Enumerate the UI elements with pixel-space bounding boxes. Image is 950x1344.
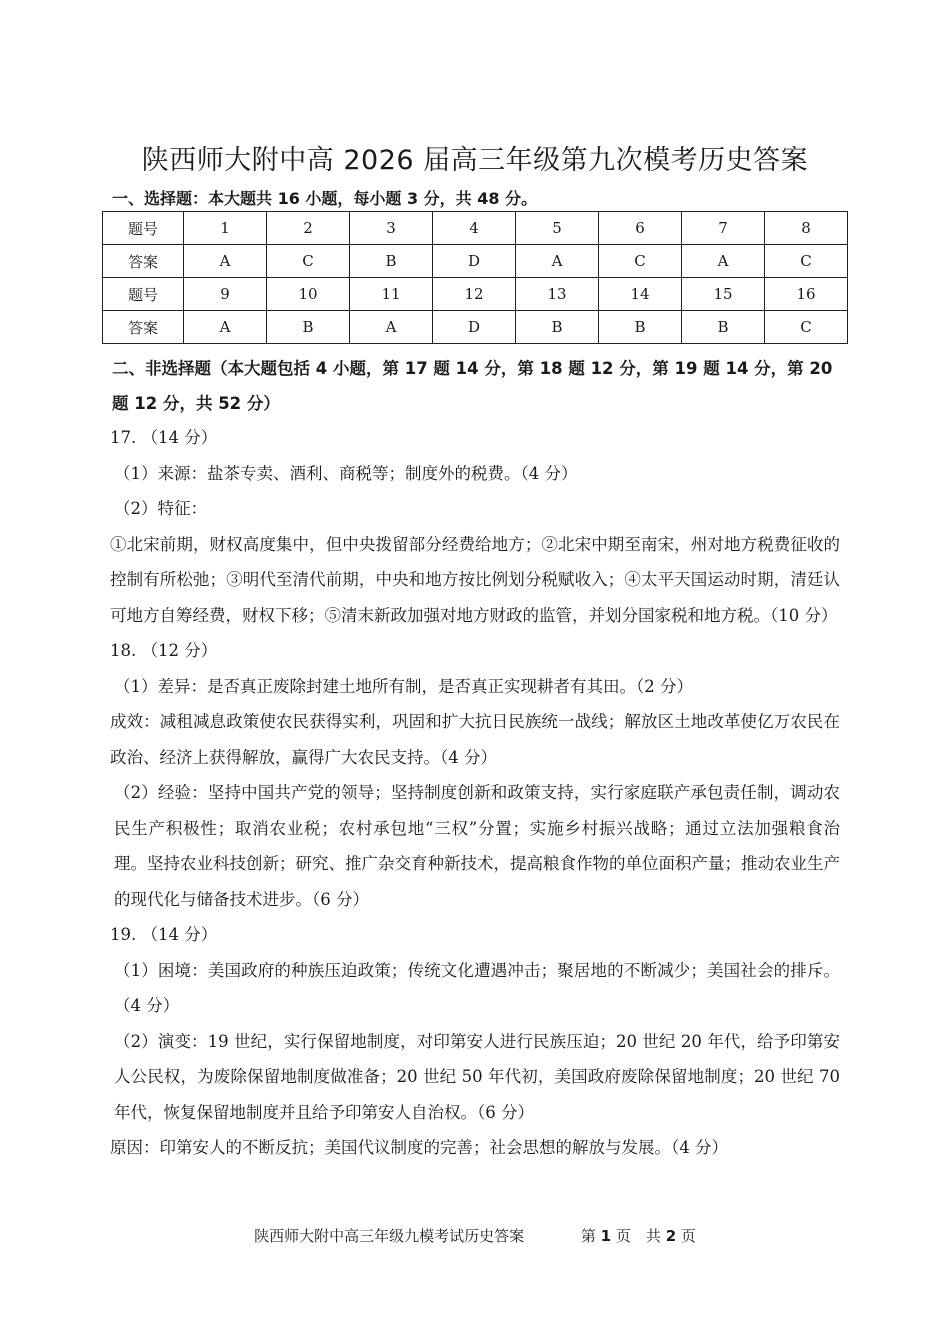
table-cell: 6 bbox=[599, 212, 682, 245]
table-row bbox=[103, 245, 848, 278]
q19-heading: 19. （14 分） bbox=[110, 925, 218, 944]
table-cell: C bbox=[599, 245, 682, 278]
table-cell: 15 bbox=[682, 278, 765, 311]
table-row-label: 答案 bbox=[103, 245, 184, 278]
table-cell: 5 bbox=[516, 212, 599, 245]
q19-reason: 原因：印第安人的不断反抗；美国代议制度的完善；社会思想的解放与发展。（4 分） bbox=[110, 1138, 728, 1157]
q18-part2: （2）经验：坚持中国共产党的领导；坚持制度创新和政策支持，实行家庭联产承包责任制，调动农民生产积极性；取消农业税；农村承包地“三权”分置；实施乡村振兴战略；通过立法加强粮食治理。坚持农业科技创新；研究、推广杂交育种新技术，提高粮食作物的单位面积产量；推动农业生产的现代化与储备技术进步。（6 分） bbox=[114, 783, 840, 909]
table-cell: 13 bbox=[516, 278, 599, 311]
table-cell: C bbox=[765, 311, 848, 344]
section1-heading: 一、选择题：本大题共 16 小题，每小题 3 分，共 48 分。 bbox=[112, 189, 538, 208]
q19-part1: （1）困境：美国政府的种族压迫政策；传统文化遭遇冲击；聚居地的不断减少；美国社会的排斥。（4 分） bbox=[114, 960, 840, 1015]
page-footer bbox=[0, 1225, 950, 1246]
table-cell: 4 bbox=[433, 212, 516, 245]
table-cell: 10 bbox=[267, 278, 350, 311]
section2-heading: 二、非选择题（本大题包括 4 小题，第 17 题 14 分，第 18 题 12 分，第 19 题 14 分，第 20 题 12 分，共 52 分） bbox=[112, 359, 833, 413]
table-row-label: 题号 bbox=[103, 212, 184, 245]
table-cell: D bbox=[433, 311, 516, 344]
table-cell: B bbox=[682, 311, 765, 344]
table-cell: A bbox=[350, 311, 433, 344]
table-cell: A bbox=[184, 245, 267, 278]
q18-part1: （1）差异：是否真正废除封建土地所有制，是否真正实现耕者有其田。（2 分） bbox=[114, 676, 693, 696]
table-cell: A bbox=[516, 245, 599, 278]
table-cell: C bbox=[267, 245, 350, 278]
table-cell: B bbox=[267, 311, 350, 344]
table-cell: 1 bbox=[184, 212, 267, 245]
q17-part2-text: ①北宋前期，财权高度集中，但中央拨留部分经费给地方；②北宋中期至南宋，州对地方税费征收的控制有所松弛；③明代至清代前期，中央和地方按比例划分税赋收入；④太平天国运动时期，清廷认可地方自筹经费，财权下移；⑤清末新政加强对地方财政的监管，并划分国家税和地方税。（10 分） bbox=[110, 534, 840, 625]
table-cell: 2 bbox=[267, 212, 350, 245]
table-row-label: 答案 bbox=[103, 311, 184, 344]
table-cell: B bbox=[599, 311, 682, 344]
table-cell: 12 bbox=[433, 278, 516, 311]
table-row-label: 题号 bbox=[103, 278, 184, 311]
table-cell: 9 bbox=[184, 278, 267, 311]
table-row bbox=[103, 311, 848, 344]
table-cell: D bbox=[433, 245, 516, 278]
answer-table bbox=[102, 211, 848, 344]
table-cell: 3 bbox=[350, 212, 433, 245]
q19-part2: （2）演变：19 世纪，实行保留地制度，对印第安人进行民族压迫；20 世纪 20 年代，给予印第安人公民权，为废除保留地制度做准备；20 世纪 50 年代初，美国政府废除保留地制度；20 世纪 70 年代，恢复保留地制度并且给予印第安人自治权。（6 分） bbox=[114, 1031, 840, 1122]
footer-doc-title: 陕西师大附中高三年级九模考试历史答案 bbox=[254, 1227, 525, 1245]
table-row bbox=[103, 278, 848, 311]
q17-heading: 17. （14 分） bbox=[110, 428, 218, 447]
footer-page-number: 第 1 页 共 2 页 bbox=[580, 1227, 696, 1245]
answer-body bbox=[110, 420, 840, 1166]
table-cell: 7 bbox=[682, 212, 765, 245]
table-cell: A bbox=[682, 245, 765, 278]
table-row bbox=[103, 212, 848, 245]
q18-part1-effect: 成效：减租减息政策使农民获得实利，巩固和扩大抗日民族统一战线；解放区土地改革使亿万农民在政治、经济上获得解放，赢得广大农民支持。（4 分） bbox=[110, 712, 840, 767]
table-cell: 14 bbox=[599, 278, 682, 311]
table-cell: C bbox=[765, 245, 848, 278]
table-cell: B bbox=[350, 245, 433, 278]
page-title: 陕西师大附中高 2026 届高三年级第九次模考历史答案 bbox=[141, 145, 809, 176]
table-cell: A bbox=[184, 311, 267, 344]
table-cell: B bbox=[516, 311, 599, 344]
table-cell: 8 bbox=[765, 212, 848, 245]
table-cell: 11 bbox=[350, 278, 433, 311]
q17-part2-label: （2）特征： bbox=[114, 499, 207, 518]
q18-heading: 18. （12 分） bbox=[110, 641, 218, 660]
table-cell: 16 bbox=[765, 278, 848, 311]
q17-part1: （1）来源：盐茶专卖、酒利、商税等；制度外的税费。（4 分） bbox=[114, 463, 578, 483]
